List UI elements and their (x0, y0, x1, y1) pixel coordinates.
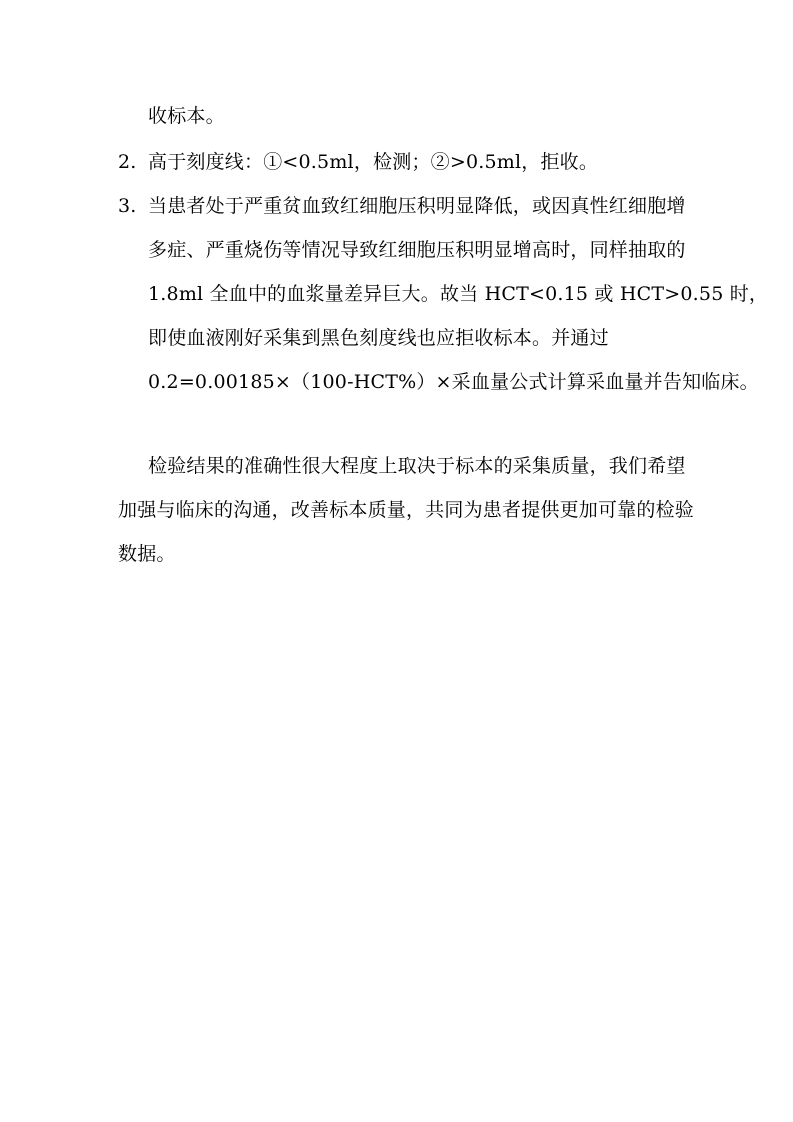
item-3-line-2: 多症、严重烧伤等情况导致红细胞压积明显增高时，同样抽取的 (148, 239, 686, 261)
continuation-line: 收标本。 (148, 105, 225, 127)
item-2-number: 2. (118, 151, 137, 173)
item-2-line-1: 高于刻度线：①<0.5ml，检测；②>0.5ml，拒收。 (148, 151, 599, 173)
item-3-line-4: 即使血液刚好采集到黑色刻度线也应拒收标本。并通过 (148, 327, 609, 349)
item-3-number: 3. (118, 195, 137, 217)
closing-paragraph-line-3: 数据。 (118, 543, 176, 565)
item-3-line-3: 1.8ml 全血中的血浆量差异巨大。故当 HCT<0.15 或 HCT>0.55 时， (148, 283, 769, 305)
closing-paragraph-line-1: 检验结果的准确性很大程度上取决于标本的采集质量，我们希望 (148, 455, 686, 477)
item-3-line-1: 当患者处于严重贫血致红细胞压积明显降低，或因真性红细胞增 (148, 195, 686, 217)
closing-paragraph-line-2: 加强与临床的沟通，改善标本质量，共同为患者提供更加可靠的检验 (118, 499, 695, 521)
item-3-line-5: 0.2=0.00185×（100-HCT%）×采血量公式计算采血量并告知临床。 (148, 371, 759, 393)
